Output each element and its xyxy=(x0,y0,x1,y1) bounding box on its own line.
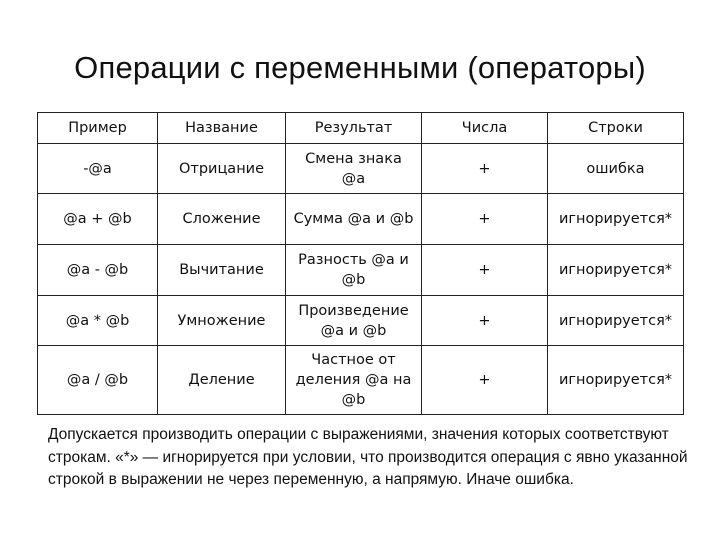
cell-name: Вычитание xyxy=(158,245,286,296)
header-example: Пример xyxy=(38,113,158,144)
table-row xyxy=(38,346,684,415)
cell-result: Смена знака @a xyxy=(286,144,422,194)
cell-strings: игнорируется* xyxy=(548,194,684,245)
table-row xyxy=(38,144,684,194)
cell-strings: игнорируется* xyxy=(548,296,684,346)
cell-numbers: + xyxy=(422,296,548,346)
cell-name: Сложение xyxy=(158,194,286,245)
cell-numbers: + xyxy=(422,194,548,245)
cell-example: @a + @b xyxy=(38,194,158,245)
cell-numbers: + xyxy=(422,346,548,415)
cell-name: Умножение xyxy=(158,296,286,346)
header-numbers: Числа xyxy=(422,113,548,144)
cell-result: Произведение @a и @b xyxy=(286,296,422,346)
cell-name: Отрицание xyxy=(158,144,286,194)
cell-example: -@a xyxy=(38,144,158,194)
table-row xyxy=(38,245,684,296)
cell-example: @a * @b xyxy=(38,296,158,346)
table-row xyxy=(38,296,684,346)
cell-result: Частное от деления @a на @b xyxy=(286,346,422,415)
cell-example: @a / @b xyxy=(38,346,158,415)
cell-strings: игнорируется* xyxy=(548,346,684,415)
header-result: Результат xyxy=(286,113,422,144)
cell-strings: игнорируется* xyxy=(548,245,684,296)
cell-strings: ошибка xyxy=(548,144,684,194)
cell-result: Разность @a и @b xyxy=(286,245,422,296)
footnote-text: Допускается производить операции с выражениями, значения которых соответствуют строкам. «*» — игнорируется при условии, что производится операция с явно указанной строкой в выражении не через переменную, а напрямую. Иначе ошибка. xyxy=(48,426,688,488)
operators-table xyxy=(37,112,684,415)
table-header-row xyxy=(38,113,684,144)
header-strings: Строки xyxy=(548,113,684,144)
cell-result: Сумма @a и @b xyxy=(286,194,422,245)
cell-numbers: + xyxy=(422,245,548,296)
cell-example: @a - @b xyxy=(38,245,158,296)
slide-title: Операции с переменными (операторы) xyxy=(74,50,646,85)
cell-name: Деление xyxy=(158,346,286,415)
table-row xyxy=(38,194,684,245)
header-name: Название xyxy=(158,113,286,144)
cell-numbers: + xyxy=(422,144,548,194)
